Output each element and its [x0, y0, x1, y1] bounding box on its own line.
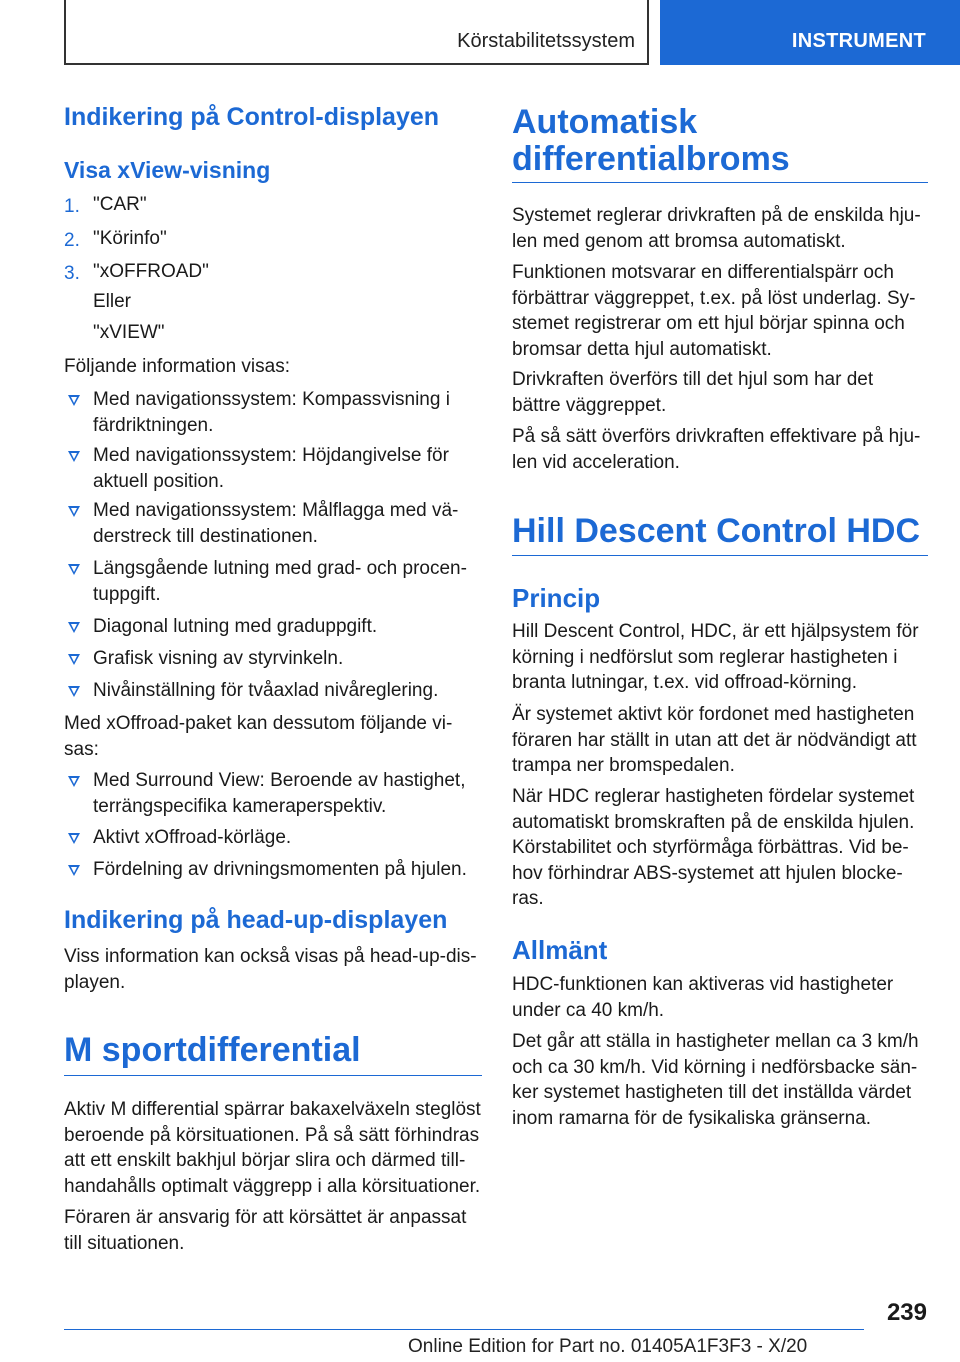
adb-heading: Automatisk differentialbroms — [512, 103, 790, 178]
xview-heading: Visa xView-visning — [64, 157, 271, 183]
principle-paragraph: Är systemet aktivt kör fordonet med hastigheten föraren har ställt in utan att det är nödvändigt att trampa ner bromspedalen. — [512, 704, 917, 776]
principle-paragraph: Hill Descent Control, HDC, är ett hjälpsystem för körning i nedförslut som reglerar hastigheten i branta lutningar, t.ex. vid offroad-körning. — [512, 621, 919, 693]
info-intro: Följande information visas: — [64, 356, 290, 377]
step-text: "xOFFROAD" — [93, 261, 209, 282]
msport-paragraph: Aktiv M differential spärrar bakaxelväxeln steglöst beroende på körsituationen. På så sätt förhindras att ett enskilt bakhjul börjar slira och därmed till- handahålls optimalt väggrepp i alla körsituationer. — [64, 1099, 481, 1197]
bullet-triangle-icon — [68, 833, 80, 844]
general-paragraph: Det går att ställa in hastigheter mellan ca 3 km/h och ca 30 km/h. Vid körning i nedförsbacke sän- ker systemet hastigheten till det inställda värdet inom ramarna för de fysikaliska gränserna. — [512, 1031, 919, 1129]
hdc-heading: Hill Descent Control HDC — [512, 512, 921, 550]
list-item: Längsgående lutning med grad- och procen- tuppgift. — [93, 558, 467, 605]
footer-rule — [64, 1329, 864, 1330]
principle-paragraph: När HDC reglerar hastigheten fördelar systemet automatiskt bromskraften på de enskilda hjulen. Körstabilitet och styrförmåga förbättras. Vid be- hov förhindrar ABS-systemet att hjulen blocke- ras. — [512, 786, 915, 909]
bullet-triangle-icon — [68, 686, 80, 697]
bullet-triangle-icon — [68, 776, 80, 787]
heading-rule — [512, 555, 928, 556]
adb-paragraph: Funktionen motsvarar en differentialspärr och förbättrar väggreppet, t.ex. på löst underlag. Sy- stemet registrerar om ett hjul börjar spinna och bromsar detta hjul automatiskt. — [512, 262, 916, 360]
section-title: Körstabilitetssystem — [457, 30, 635, 52]
hud-heading: Indikering på head-up-displayen — [64, 906, 448, 934]
list-item: Fördelning av drivningsmomenten på hjulen. — [93, 859, 467, 880]
list-item: Grafisk visning av styrvinkeln. — [93, 648, 344, 669]
msport-heading: M sportdifferential — [64, 1031, 361, 1069]
hud-text: Viss information kan också visas på head-up-dis- playen. — [64, 946, 477, 993]
bullet-triangle-icon — [68, 865, 80, 876]
general-paragraph: HDC-funktionen kan aktiveras vid hastigheter under ca 40 km/h. — [512, 974, 894, 1021]
chapter-title: INSTRUMENT — [791, 30, 926, 52]
step-number: 2. — [64, 230, 80, 251]
list-item: Aktivt xOffroad-körläge. — [93, 827, 292, 848]
heading-rule — [512, 182, 928, 183]
step-alt-text: "xVIEW" — [93, 322, 165, 343]
adb-paragraph: Drivkraften överförs till det hjul som har det bättre väggreppet. — [512, 369, 874, 416]
bullet-triangle-icon — [68, 654, 80, 665]
bullet-triangle-icon — [68, 451, 80, 462]
list-item: Med Surround View: Beroende av hastighet, terrängspecifika kameraperspektiv. — [93, 770, 466, 817]
offroad-intro: Med xOffroad-paket kan dessutom följande vi- sas: — [64, 713, 453, 760]
step-text: "Körinfo" — [93, 228, 167, 249]
list-item: Nivåinställning för tvåaxlad nivåreglering. — [93, 680, 439, 701]
step-number: 1. — [64, 196, 80, 217]
msport-paragraph: Föraren är ansvarig för att körsättet är anpassat till situationen. — [64, 1207, 467, 1254]
page-number: 239 — [886, 1299, 927, 1326]
step-or-text: Eller — [93, 291, 132, 312]
adb-paragraph: Systemet reglerar drivkraften på de enskilda hju- len med genom att bromsa automatiskt. — [512, 205, 921, 252]
step-number: 3. — [64, 263, 80, 284]
list-item: Diagonal lutning med graduppgift. — [93, 616, 378, 637]
general-heading: Allmänt — [512, 935, 608, 965]
list-item: Med navigationssystem: Målflagga med vä- derstreck till destinationen. — [93, 500, 459, 547]
step-text: "CAR" — [93, 194, 147, 215]
edition-footer: Online Edition for Part no. 01405A1F3F3 - X/20 — [408, 1336, 808, 1357]
bullet-triangle-icon — [68, 564, 80, 575]
list-item: Med navigationssystem: Kompassvisning i färdriktningen. — [93, 389, 450, 436]
control-display-heading: Indikering på Control-displayen — [64, 103, 440, 131]
bullet-triangle-icon — [68, 395, 80, 406]
heading-rule — [64, 1075, 482, 1076]
bullet-triangle-icon — [68, 506, 80, 517]
adb-paragraph: På så sätt överförs drivkraften effektivare på hju- len vid acceleration. — [512, 426, 921, 473]
header-section-box — [64, 0, 649, 65]
list-item: Med navigationssystem: Höjdangivelse för aktuell position. — [93, 445, 449, 492]
header-chapter-tab[interactable] — [660, 0, 960, 65]
principle-heading: Princip — [512, 583, 601, 613]
bullet-triangle-icon — [68, 622, 80, 633]
